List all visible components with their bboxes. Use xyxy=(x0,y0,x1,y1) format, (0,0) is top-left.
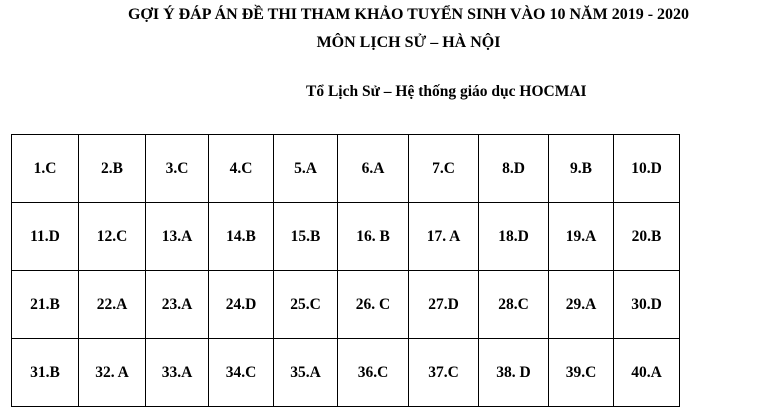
answer-cell: 22.A xyxy=(79,271,146,339)
answer-cell: 4.C xyxy=(209,135,274,203)
answer-cell: 20.B xyxy=(614,203,680,271)
answer-key-table xyxy=(11,134,680,407)
answer-cell: 14.B xyxy=(209,203,274,271)
answer-cell: 16. B xyxy=(338,203,409,271)
answer-cell: 19.A xyxy=(549,203,614,271)
answer-cell: 12.C xyxy=(79,203,146,271)
answer-cell: 33.A xyxy=(146,339,209,407)
answer-cell: 39.C xyxy=(549,339,614,407)
answer-cell: 23.A xyxy=(146,271,209,339)
answer-cell: 5.A xyxy=(274,135,338,203)
answer-cell: 30.D xyxy=(614,271,680,339)
answer-cell: 38. D xyxy=(479,339,549,407)
answer-cell: 31.B xyxy=(12,339,79,407)
answer-cell: 7.C xyxy=(409,135,479,203)
answer-cell: 3.C xyxy=(146,135,209,203)
answer-cell: 40.A xyxy=(614,339,680,407)
subject-title: MÔN LỊCH SỬ – HÀ NỘI xyxy=(316,34,501,51)
answer-cell: 8.D xyxy=(479,135,549,203)
answer-cell: 21.B xyxy=(12,271,79,339)
answer-cell: 36.C xyxy=(338,339,409,407)
answer-cell: 35.A xyxy=(274,339,338,407)
answer-cell: 2.B xyxy=(79,135,146,203)
answer-cell: 32. A xyxy=(79,339,146,407)
answer-cell: 17. A xyxy=(409,203,479,271)
author-subtitle: Tổ Lịch Sử – Hệ thống giáo dục HOCMAI xyxy=(306,83,587,100)
answer-cell: 15.B xyxy=(274,203,338,271)
answer-cell: 24.D xyxy=(209,271,274,339)
answer-cell: 11.D xyxy=(12,203,79,271)
answer-cell: 28.C xyxy=(479,271,549,339)
answer-cell: 9.B xyxy=(549,135,614,203)
answer-cell: 6.A xyxy=(338,135,409,203)
answer-cell: 37.C xyxy=(409,339,479,407)
answer-cell: 26. C xyxy=(338,271,409,339)
document-title: GỢI Ý ĐÁP ÁN ĐỀ THI THAM KHẢO TUYỂN SINH VÀO 10 NĂM 2019 - 2020 xyxy=(127,6,690,23)
answer-cell: 13.A xyxy=(146,203,209,271)
answer-row xyxy=(12,339,680,407)
answer-cell: 10.D xyxy=(614,135,680,203)
answer-cell: 1.C xyxy=(12,135,79,203)
answer-row xyxy=(12,271,680,339)
answer-cell: 27.D xyxy=(409,271,479,339)
answer-cell: 25.C xyxy=(274,271,338,339)
answer-row xyxy=(12,135,680,203)
answer-row xyxy=(12,203,680,271)
answer-cell: 18.D xyxy=(479,203,549,271)
answer-cell: 29.A xyxy=(549,271,614,339)
answer-cell: 34.C xyxy=(209,339,274,407)
